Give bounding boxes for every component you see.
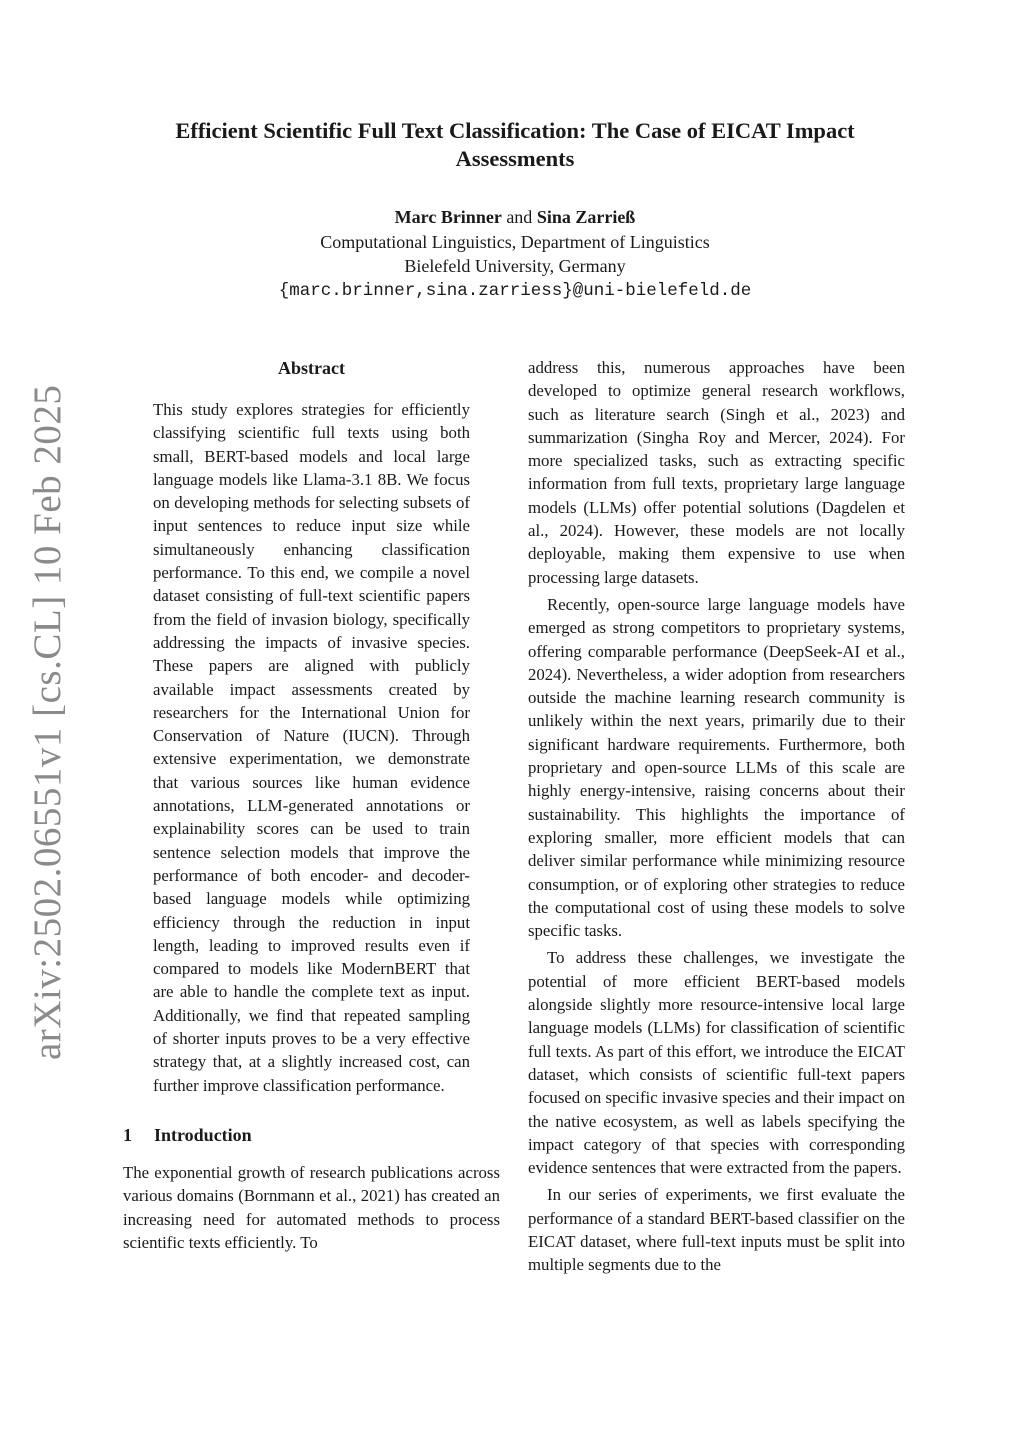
intro-paragraph-2: Recently, open-source large language models have emerged as strong competitors to proprietary systems, offering comparable performance (DeepSeek-AI et al., 2024). Nevertheless, a wider adoption from researchers outside the machine learning research community is unlikely within the next years, primarily due to their significant hardware requirements. Furthermore, both proprietary and open-source LLMs of this scale are highly energy-intensive, raising concerns about their sustainability. This highlights the importance of exploring smaller, more efficient models that can deliver similar performance while minimizing resource consumption, or of exploring other strategies to reduce the computational cost of using these models to solve specific tasks. [528, 594, 905, 941]
section-title: Introduction [154, 1124, 252, 1145]
title-line-2: Assessments [455, 146, 575, 171]
author-conjunction: and [506, 207, 533, 227]
intro-paragraph-1: The exponential growth of research publications across various domains (Bornmann et al., 2021) has created an increasing need for automated methods to process scientific texts efficiently. To [123, 1162, 500, 1252]
intro-paragraph-3: To address these challenges, we investigate the potential of more efficient BERT-based models alongside slightly more resource-intensive local large language models (LLMs) for classification of scientific full texts. As part of this effort, we introduce the EICAT dataset, which consists of scientific full-text papers focused on specific invasive species and their impact on the native ecosystem, as well as labels specifying the impact category of that species with corresponding evidence sentences that were extracted from the papers. [528, 948, 905, 1178]
intro-paragraph-4: In our series of experiments, we first evaluate the performance of a standard BERT-based classifier on the EICAT dataset, where full-text inputs must be split into multiple segments due to the [528, 1185, 905, 1275]
section-number: 1 [123, 1124, 132, 1145]
right-column [528, 356, 905, 1277]
author-name-1: Marc Brinner [394, 207, 502, 227]
intro-paragraph-1-continued: address this, numerous approaches have been developed to optimize general research workflows, such as literature search (Singh et al., 2023) and summarization (Singha Roy and Mercer, 2024). For more specialized tasks, such as extracting specific information from full texts, proprietary large language models (LLMs) offer potential solutions (Dagdelen et al., 2024). However, these models are not locally deployable, making them expensive to use when processing large datasets. [528, 358, 905, 587]
affiliation-university: Bielefeld University, Germany [404, 256, 626, 276]
author-block [110, 205, 920, 303]
author-name-2: Sina Zarrieß [536, 207, 636, 227]
author-email: {marc.brinner,sina.zarriess}@uni-bielefeld.de [278, 280, 752, 301]
affiliation-department: Computational Linguistics, Department of Linguistics [320, 231, 710, 252]
left-column [123, 356, 500, 1254]
author-names [110, 205, 920, 230]
arxiv-identifier-stamp: arXiv:2502.06551v1 [cs.CL] 10 Feb 2025 [26, 384, 69, 1060]
abstract-text: This study explores strategies for efficiently classifying scientific full texts using both small, BERT-based models and local large language models like Llama-3.1 8B. We focus on developing methods for selecting subsets of input sentences to reduce input size while simultaneously enhancing classification performance. To this end, we compile a novel dataset consisting of full-text scientific papers from the field of invasion biology, specifically addressing the impacts of invasive species. These papers are aligned with publicly available impact assessments created by researchers for the International Union for Conservation of Nature (IUCN). Through extensive experimentation, we demonstrate that various sources like human evidence annotations, LLM-generated annotations or explainability scores can be used to train sentence selection models that improve the performance of both encoder- and decoder-based language models while optimizing efficiency through the reduction in input length, leading to improved results even if compared to models like ModernBERT that are able to handle the complete text as input. Additionally, we find that repeated sampling of shorter inputs proves to be a very effective strategy that, at a slightly increased cost, can further improve classification performance. [153, 400, 470, 1095]
paper-title [110, 117, 920, 173]
section-heading-introduction [123, 1123, 500, 1147]
title-line-1: Efficient Scientific Full Text Classification: The Case of EICAT Impact [175, 118, 855, 143]
abstract-heading: Abstract [278, 358, 345, 378]
